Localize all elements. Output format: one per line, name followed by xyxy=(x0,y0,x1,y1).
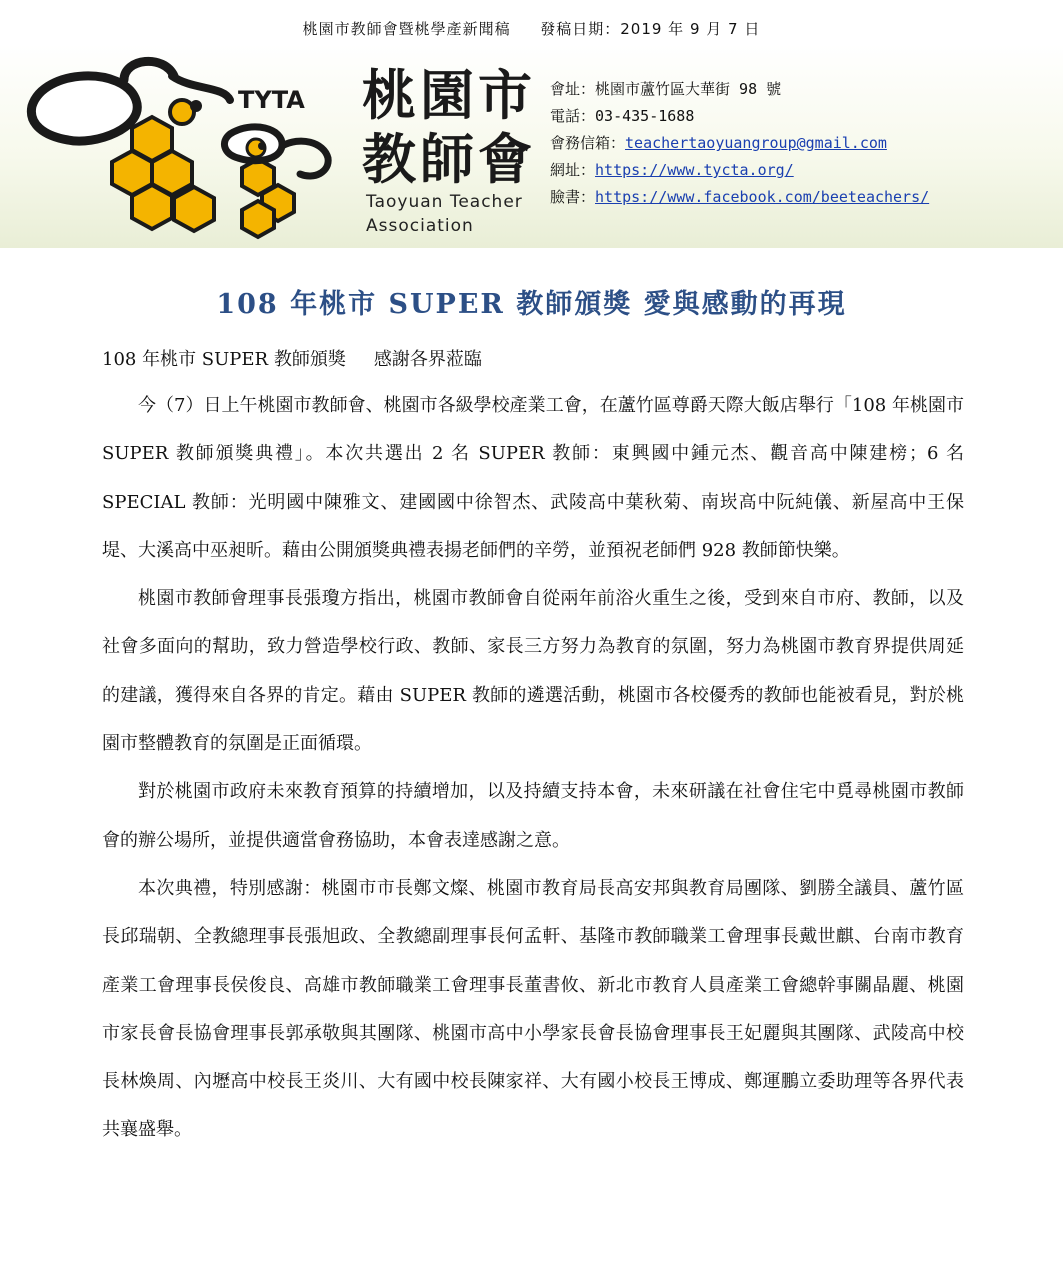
address-label: 會址： xyxy=(550,80,596,98)
subtitle-right: 感謝各界蒞臨 xyxy=(373,349,482,370)
release-date: 發稿日期：2019 年 9 月 7 日 xyxy=(540,20,761,38)
phone-label: 電話： xyxy=(550,107,596,125)
organization-name xyxy=(362,64,536,192)
press-release-header xyxy=(0,18,1063,39)
website-link[interactable]: https://www.tycta.org/ xyxy=(595,161,794,179)
english-name-line2: Association xyxy=(366,216,474,236)
facebook-label: 臉書： xyxy=(550,188,596,206)
facebook-link[interactable]: https://www.facebook.com/beeteachers/ xyxy=(595,188,930,206)
article-subtitle xyxy=(102,345,482,371)
website-label: 網址： xyxy=(550,161,596,179)
contact-website xyxy=(550,157,929,184)
organization-english-name xyxy=(366,190,523,238)
contact-facebook xyxy=(550,184,929,211)
article-headline: 108 年桃市 SUPER 教師頒獎 愛與感動的再現 xyxy=(216,289,847,320)
logo-text: TYTA xyxy=(238,86,305,114)
email-link[interactable]: teachertaoyuangroup@gmail.com xyxy=(625,134,887,152)
organization-name-line1: 桃園市 xyxy=(362,64,536,127)
subtitle-left: 108 年桃市 SUPER 教師頒獎 xyxy=(102,349,346,370)
contact-block xyxy=(550,76,929,211)
bee-logo-icon xyxy=(24,50,344,246)
article-paragraph: 桃園市教師會理事長張瓊方指出，桃園市教師會自從兩年前浴火重生之後，受到來自市府、教師，以及社會多面向的幫助，致力營造學校行政、教師、家長三方努力為教育的氛圍，努力為桃園市教育界提供周延的建議，獲得來自各界的肯定。藉由 SUPER 教師的遴選活動，桃園市各校優秀的教師也能被看見，對於桃園市整體教育的氛圍是正面循環。 xyxy=(102,588,964,755)
contact-phone xyxy=(550,103,929,130)
english-name-line1: Taoyuan Teacher xyxy=(366,192,523,212)
article-body xyxy=(102,382,964,1155)
press-source: 桃園市教師會暨桃學產新聞稿 xyxy=(302,20,511,38)
article-paragraph: 今（7）日上午桃園市教師會、桃園市各級學校產業工會，在蘆竹區尊爵天際大飯店舉行「108 年桃園市 SUPER 教師頒獎典禮」。本次共選出 2 名 SUPER 教師：東興國中鍾元杰、觀音高中陳建榜；6 名 SPECIAL 教師：光明國中陳雅文、建國國中徐智杰、武陵高中葉秋菊、南崁高中阮純儀、新屋高中王保堤、大溪高中巫昶昕。藉由公開頒獎典禮表揚老師們的辛勞，並預祝老師們 928 教師節快樂。 xyxy=(102,395,964,561)
contact-address xyxy=(550,76,929,103)
article-paragraph: 本次典禮，特別感謝：桃園市市長鄭文燦、桃園市教育局長高安邦與教育局團隊、劉勝全議員、蘆竹區長邱瑞朝、全教總理事長張旭政、全教總副理事長何孟軒、基隆市教師職業工會理事長戴世麒、台南市教育產業工會理事長侯俊良、高雄市教師職業工會理事長董書攸、新北市教育人員產業工會總幹事關晶麗、桃園市家長會長協會理事長郭承敬與其團隊、桃園市高中小學家長會長協會理事長王妃麗與其團隊、武陵高中校長林煥周、內壢高中校長王炎川、大有國中校長陳家祥、大有國小校長王博成、鄭運鵬立委助理等各界代表共襄盛舉。 xyxy=(102,877,964,1141)
email-label: 會務信箱： xyxy=(550,134,626,152)
contact-email xyxy=(550,130,929,157)
organization-name-line2: 教師會 xyxy=(362,128,536,191)
letterhead xyxy=(0,44,1063,248)
article-paragraph: 對於桃園市政府未來教育預算的持續增加，以及持續支持本會，未來研議在社會住宅中覓尋桃園市教師會的辦公場所，並提供適當會務協助，本會表達感謝之意。 xyxy=(102,781,964,851)
phone-value: 03-435-1688 xyxy=(595,107,695,125)
address-value: 桃園市蘆竹區大華街 98 號 xyxy=(595,80,782,98)
